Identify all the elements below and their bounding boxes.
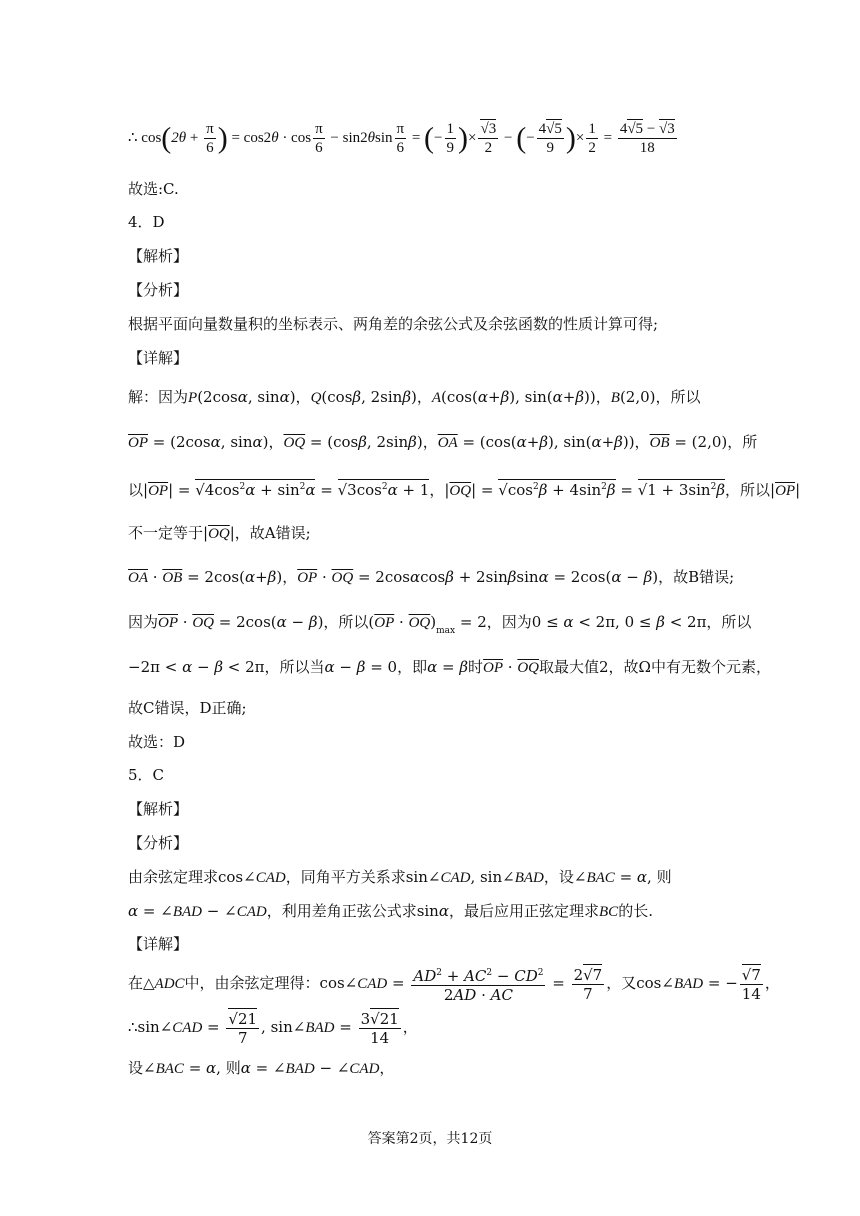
q4-line-3: 以$|\overline{OP}| = √4\cos^2\alpha + \sin^2\alpha = √3\cos^2\alpha + 1$，$|\overline{OQ}| = √\cos^2\beta + 4\sin^2\beta = √1 + 3\sin^2\beta$，所以$|\overline{OP}|$ [128,481,801,499]
q4-line-7: −2π < α − β < 2π，所以当α − β = 0，即α = β时$\overline{OP} \cdot \overline{OQ}$取最大值2，故Ω中有无数个元素， [128,658,771,676]
formula-cos-2theta: ∴ cos(2θ + $\frac{\pi}{6}$ ) = cos2θ · cos $\frac{\pi}{6}$ − sin2θsin $\frac{\pi}{6}$ = (− $\frac{1}{9}$ )× $\frac{√3}{2}$ − (− $\frac{4√5}{9}$ )× $\frac{1}{2}$ = $\frac{4√5 - √3}{18}$ [128,121,675,157]
q4-xiangjie: 【详解】 [128,349,189,367]
answer-c-line: 故选:C. [128,180,179,198]
q5-line-1: 由余弦定理求cos∠CAD，同角平方关系求sin∠CAD, sin∠BAD，设∠BAC = α, 则 [128,868,672,886]
q5-number: 5．C [128,766,165,784]
q4-line-8: 故C错误，D正确; [128,699,247,717]
q4-line-2: $\overline{OP} = (2\cos\alpha$, sinα)，$\overline{OQ} = (\cos\beta$, 2sinβ)，$\overline{OA} = (\cos(\alpha+\beta)$, sin(α+β))，$\overline{OB} = (2,0)$，所 [128,433,758,451]
q5-line-3: 在△ADC中，由余弦定理得：cos∠CAD = $\frac{AD^2 + AC^2 - CD^2}{2AD \cdot AC}$ = $\frac{2√7}{7}$ ，又cos∠BAD = − $\frac{√7}{14}$ ， [128,965,780,1004]
q4-line-1: 解：因为P(2cosα, sinα)，Q(cosβ, 2sinβ)，A(cos(α+β), sin(α+β))，B(2,0)，所以 [128,388,701,406]
q5-line-4: ∴sin∠CAD = $\frac{√21}{7}$ , sin∠BAD = $\frac{3√21}{14}$ ， [128,1009,418,1047]
q4-fenxi-text: 根据平面向量数量积的坐标表示、两角差的余弦公式及余弦函数的性质计算可得; [128,315,659,333]
q4-jiexi: 【解析】 [128,247,189,265]
q4-number: 4．D [128,213,165,231]
q4-line-5: $\overline{OA} \cdot \overline{OB} = 2\cos(\alpha+\beta)$，$\overline{OP} \cdot \overline{OQ} = 2\cos\alpha\cos\beta + 2\sin\beta\sin\alpha = 2\cos(\alpha - \beta)$，故B错误; [128,568,735,586]
q5-line-5: 设∠BAC = α, 则α = ∠BAD − ∠CAD， [128,1059,395,1077]
page-footer: 答案第2页，共12页 [367,1131,493,1147]
q5-fenxi: 【分析】 [128,834,189,852]
q4-fenxi: 【分析】 [128,281,189,299]
q4-line-4: 不一定等于$|\overline{OQ}|$，故A错误; [128,524,311,542]
q5-xiangjie: 【详解】 [128,935,189,953]
q4-line-6: 因为$\overline{OP} \cdot \overline{OQ} = 2\cos(\alpha - \beta)$，所以$(\overline{OP} \cdot \overline{OQ})_{max} = 2$，因为0 ≤ α < 2π, 0 ≤ β < 2π，所以 [128,613,752,636]
q5-jiexi: 【解析】 [128,800,189,818]
q4-line-9: 故选：D [128,733,186,751]
q5-line-2: α = ∠BAD − ∠CAD，利用差角正弦公式求sinα，最后应用正弦定理求BC的长. [128,902,653,920]
